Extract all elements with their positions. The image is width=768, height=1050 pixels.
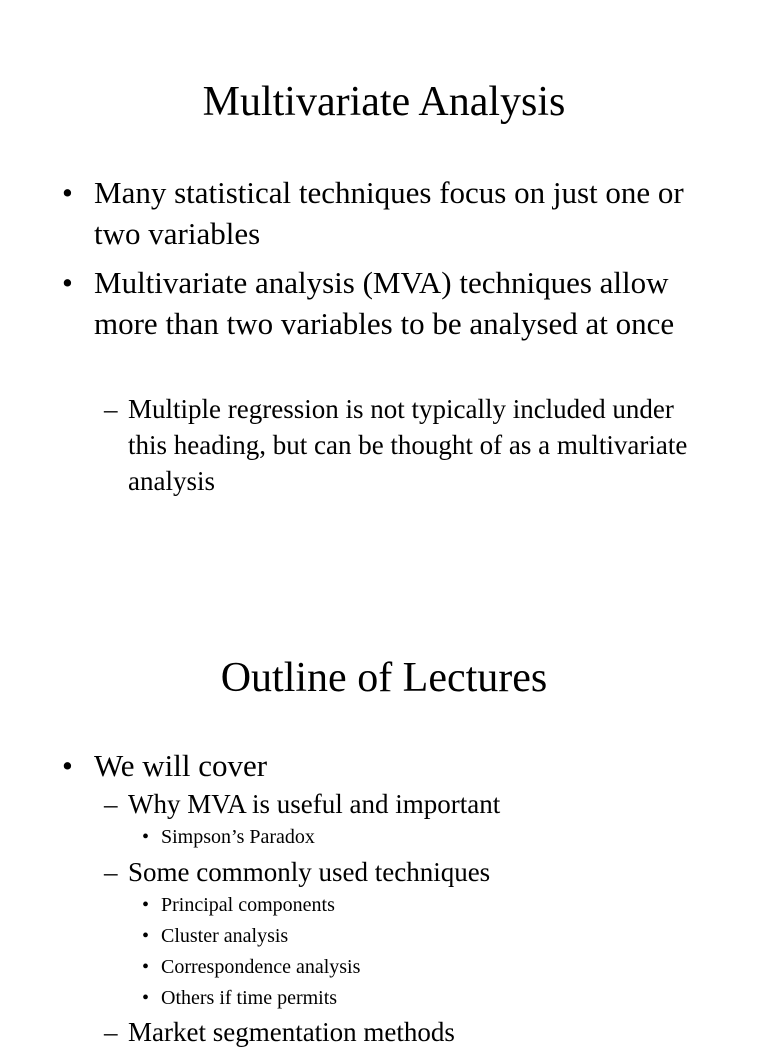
bullet-item xyxy=(62,172,702,254)
sub-bullet-text: Multiple regression is not typically included under this heading, but can be thought of as a multivariate analysis xyxy=(128,394,688,496)
sub-sub-bullet-item xyxy=(142,891,702,919)
slide-title: Multivariate Analysis xyxy=(202,79,566,125)
sub-sub-bullet-item xyxy=(142,953,702,981)
bullet-marker: • xyxy=(62,265,73,300)
sub-bullet-item xyxy=(104,1014,704,1050)
bullet-marker: • xyxy=(62,175,73,210)
dash-marker: – xyxy=(104,789,118,819)
sub-sub-bullet-item xyxy=(142,922,702,950)
sub-sub-bullet-item xyxy=(142,984,702,1012)
bullet-item xyxy=(62,745,702,786)
dash-marker: – xyxy=(104,857,118,887)
sub-sub-bullet-text: Principal components xyxy=(161,894,335,916)
sub-sub-bullet-text: Others if time permits xyxy=(161,987,338,1009)
bullet-marker: • xyxy=(142,956,150,978)
dash-marker: – xyxy=(104,394,118,424)
sub-sub-bullet-text: Cluster analysis xyxy=(161,925,289,947)
sub-bullet-text: Why MVA is useful and important xyxy=(128,789,501,819)
sub-sub-bullet-text: Simpson’s Paradox xyxy=(161,826,315,848)
bullet-marker: • xyxy=(142,894,150,916)
sub-bullet-item xyxy=(104,391,704,499)
sub-bullet-text: Market segmentation methods xyxy=(128,1017,455,1047)
bullet-text: Multivariate analysis (MVA) techniques allow more than two variables to be analysed at once xyxy=(94,265,675,341)
bullet-marker: • xyxy=(62,748,73,783)
sub-bullet-item xyxy=(104,786,704,822)
bullet-item xyxy=(62,262,702,344)
sub-bullet-text: Some commonly used techniques xyxy=(128,857,491,887)
bullet-marker: • xyxy=(142,925,150,947)
sub-sub-bullet-item xyxy=(142,823,702,851)
dash-marker: – xyxy=(104,1017,118,1047)
bullet-marker: • xyxy=(142,826,150,848)
bullet-text: Many statistical techniques focus on just one or two variables xyxy=(94,175,684,251)
bullet-text: We will cover xyxy=(94,748,268,783)
sub-bullet-item xyxy=(104,854,704,890)
sub-sub-bullet-text: Correspondence analysis xyxy=(161,956,361,978)
bullet-marker: • xyxy=(142,987,150,1009)
slide-title: Outline of Lectures xyxy=(220,655,548,701)
